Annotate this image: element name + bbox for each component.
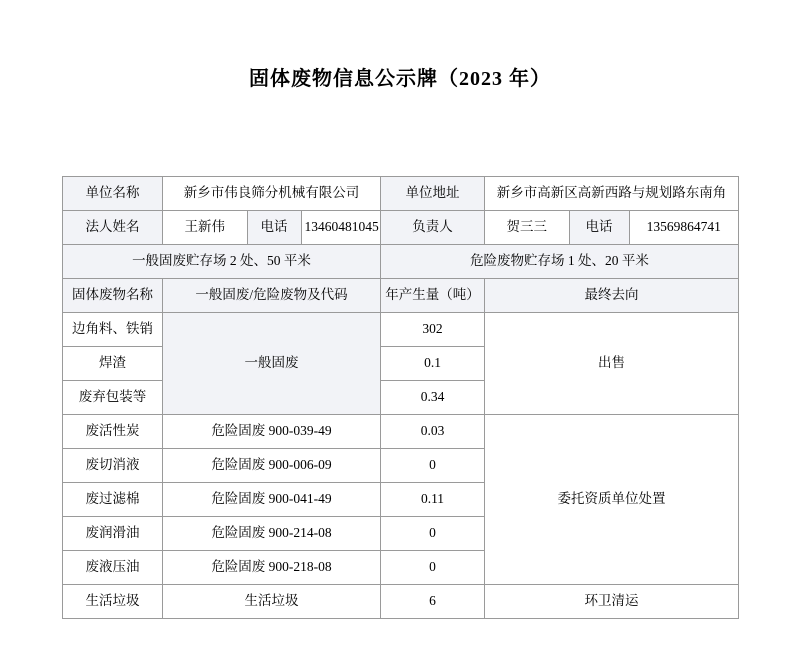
- table-row: [63, 313, 739, 347]
- label-company-name: 单位名称: [63, 177, 163, 211]
- waste-destination: 出售: [485, 313, 739, 415]
- page-title: 固体废物信息公示牌（2023 年）: [249, 68, 551, 90]
- value-charge-person: 贺三三: [485, 211, 569, 244]
- table-row-storage: [63, 245, 739, 279]
- waste-category: 危险固废 900-218-08: [163, 551, 381, 585]
- value-legal-name: 王新伟: [163, 211, 247, 244]
- label-company-address: 单位地址: [381, 177, 485, 211]
- waste-amount: 0: [381, 449, 485, 483]
- waste-amount: 302: [381, 313, 485, 347]
- table-row: [63, 415, 739, 449]
- table-header-row: [63, 279, 739, 313]
- label-legal-name: 法人姓名: [63, 211, 163, 245]
- value-hazard-storage: 危险废物贮存场 1 处、20 平米: [381, 245, 739, 279]
- waste-category: 危险固废 900-041-49: [163, 483, 381, 517]
- waste-amount: 0.11: [381, 483, 485, 517]
- waste-name: 生活垃圾: [63, 585, 163, 619]
- waste-destination: 委托资质单位处置: [485, 415, 739, 585]
- waste-name: 废活性炭: [63, 415, 163, 449]
- label-charge-phone: 电话: [569, 211, 629, 244]
- column-header-amount: 年产生量（吨）: [381, 279, 485, 313]
- waste-amount: 0: [381, 517, 485, 551]
- column-header-category: 一般固废/危险废物及代码: [163, 279, 381, 313]
- waste-name: 废切消液: [63, 449, 163, 483]
- solid-waste-info-table: [62, 176, 738, 619]
- waste-destination: 环卫清运: [485, 585, 739, 619]
- value-legal-phone: 13460481045: [304, 219, 379, 235]
- waste-category: 危险固废 900-214-08: [163, 517, 381, 551]
- cell-charge-group: [485, 211, 739, 245]
- cell-legal-group: [163, 211, 381, 245]
- waste-category: 生活垃圾: [163, 585, 381, 619]
- value-general-storage: 一般固废贮存场 2 处、50 平米: [63, 245, 381, 279]
- value-charge-phone: 13569864741: [646, 219, 721, 235]
- waste-amount: 0.1: [381, 347, 485, 381]
- waste-category: 一般固废: [163, 313, 381, 415]
- waste-amount: 0.03: [381, 415, 485, 449]
- waste-category: 危险固废 900-006-09: [163, 449, 381, 483]
- label-legal-phone: 电话: [247, 211, 301, 244]
- label-charge-person: 负责人: [381, 211, 485, 245]
- waste-amount: 0: [381, 551, 485, 585]
- waste-name: 边角料、铁销: [63, 313, 163, 347]
- table-row: [63, 585, 739, 619]
- waste-category: 危险固废 900-039-49: [163, 415, 381, 449]
- waste-name: 废过滤棉: [63, 483, 163, 517]
- column-header-destination: 最终去向: [485, 279, 739, 313]
- waste-name: 废液压油: [63, 551, 163, 585]
- waste-name: 焊渣: [63, 347, 163, 381]
- value-company-name: 新乡市伟良筛分机械有限公司: [163, 177, 381, 211]
- waste-name: 废润滑油: [63, 517, 163, 551]
- table-row-company: [63, 177, 739, 211]
- document-page: [0, 62, 800, 662]
- value-company-address: 新乡市高新区高新西路与规划路东南角: [485, 177, 739, 211]
- waste-amount: 0.34: [381, 381, 485, 415]
- waste-amount: 6: [381, 585, 485, 619]
- column-header-name: 固体废物名称: [63, 279, 163, 313]
- table-row-legal: [63, 211, 739, 245]
- waste-name: 废弃包装等: [63, 381, 163, 415]
